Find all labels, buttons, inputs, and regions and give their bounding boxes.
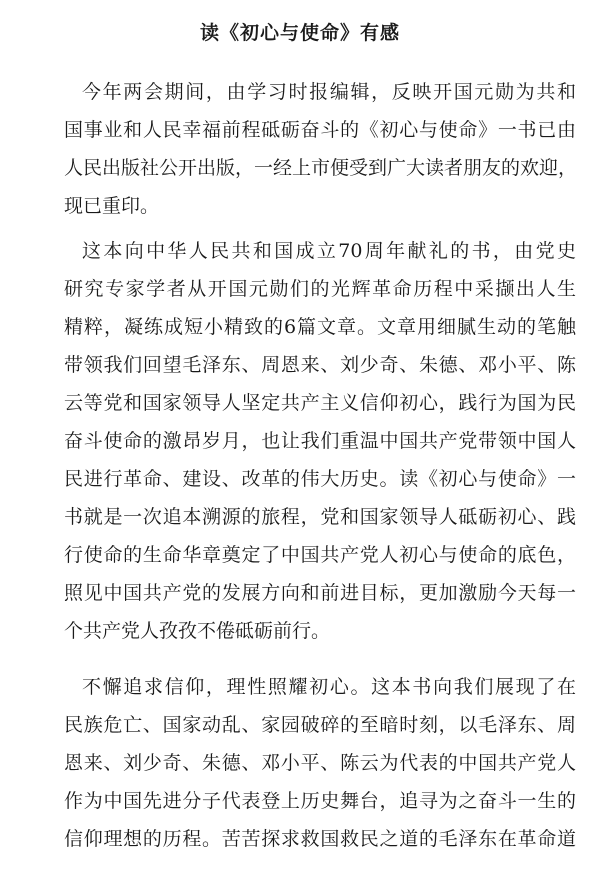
paragraph-2 [64,232,576,650]
paragraph-line: 今年两会期间，由学习时报编辑，反映开国元勋为共和 [82,81,576,103]
paragraph-line: 民进行革命、建设、改革的伟大历史。读《初心与使命》一 [64,468,576,490]
paragraph-line: 云等党和国家领导人坚定共产主义信仰初心，践行为国为民 [64,392,576,414]
paragraph-line: 这本向中华人民共和国成立70周年献礼的书，由党史 [82,240,576,262]
paragraph-line: 带领我们回望毛泽东、周恩来、刘少奇、朱德、邓小平、陈 [64,354,576,376]
paragraph-line: 国事业和人民幸福前程砥砺奋斗的《初心与使命》一书已由 [64,119,576,141]
paragraph-3 [64,668,576,858]
paragraph-line: 精粹，凝练成短小精致的6篇文章。文章用细腻生动的笔触 [64,316,576,338]
document-title: 读《初心与使命》有感 [199,22,400,44]
paragraph-line: 奋斗使命的激昂岁月，也让我们重温中国共产党带领中国人 [64,430,576,452]
paragraph-line: 民族危亡、国家动乱、家园破碎的至暗时刻，以毛泽东、周 [64,714,576,736]
paragraph-line: 信仰理想的历程。苦苦探求救国救民之道的毛泽东在革命道 [64,828,576,850]
paragraph-line: 恩来、刘少奇、朱德、邓小平、陈云为代表的中国共产党人 [64,752,576,774]
paragraph-1 [64,73,576,225]
paragraph-line: 作为中国先进分子代表登上历史舞台，追寻为之奋斗一生的 [64,790,576,812]
paragraph-line: 书就是一次追本溯源的旅程，党和国家领导人砥砺初心、践 [64,506,576,528]
paragraph-line: 研究专家学者从开国元勋们的光辉革命历程中采撷出人生 [64,278,576,300]
paragraph-line: 现已重印。 [64,195,160,217]
paragraph-line: 个共产党人孜孜不倦砥砺前行。 [64,620,331,642]
paragraph-line: 不懈追求信仰，理性照耀初心。这本书向我们展现了在 [82,676,576,698]
paragraph-line: 行使命的生命华章奠定了中国共产党人初心与使命的底色， [64,544,576,566]
paragraph-line: 人民出版社公开出版，一经上市便受到广大读者朋友的欢迎， [64,157,578,179]
paragraph-line: 照见中国共产党的发展方向和前进目标，更加激励今天每一 [64,582,576,604]
